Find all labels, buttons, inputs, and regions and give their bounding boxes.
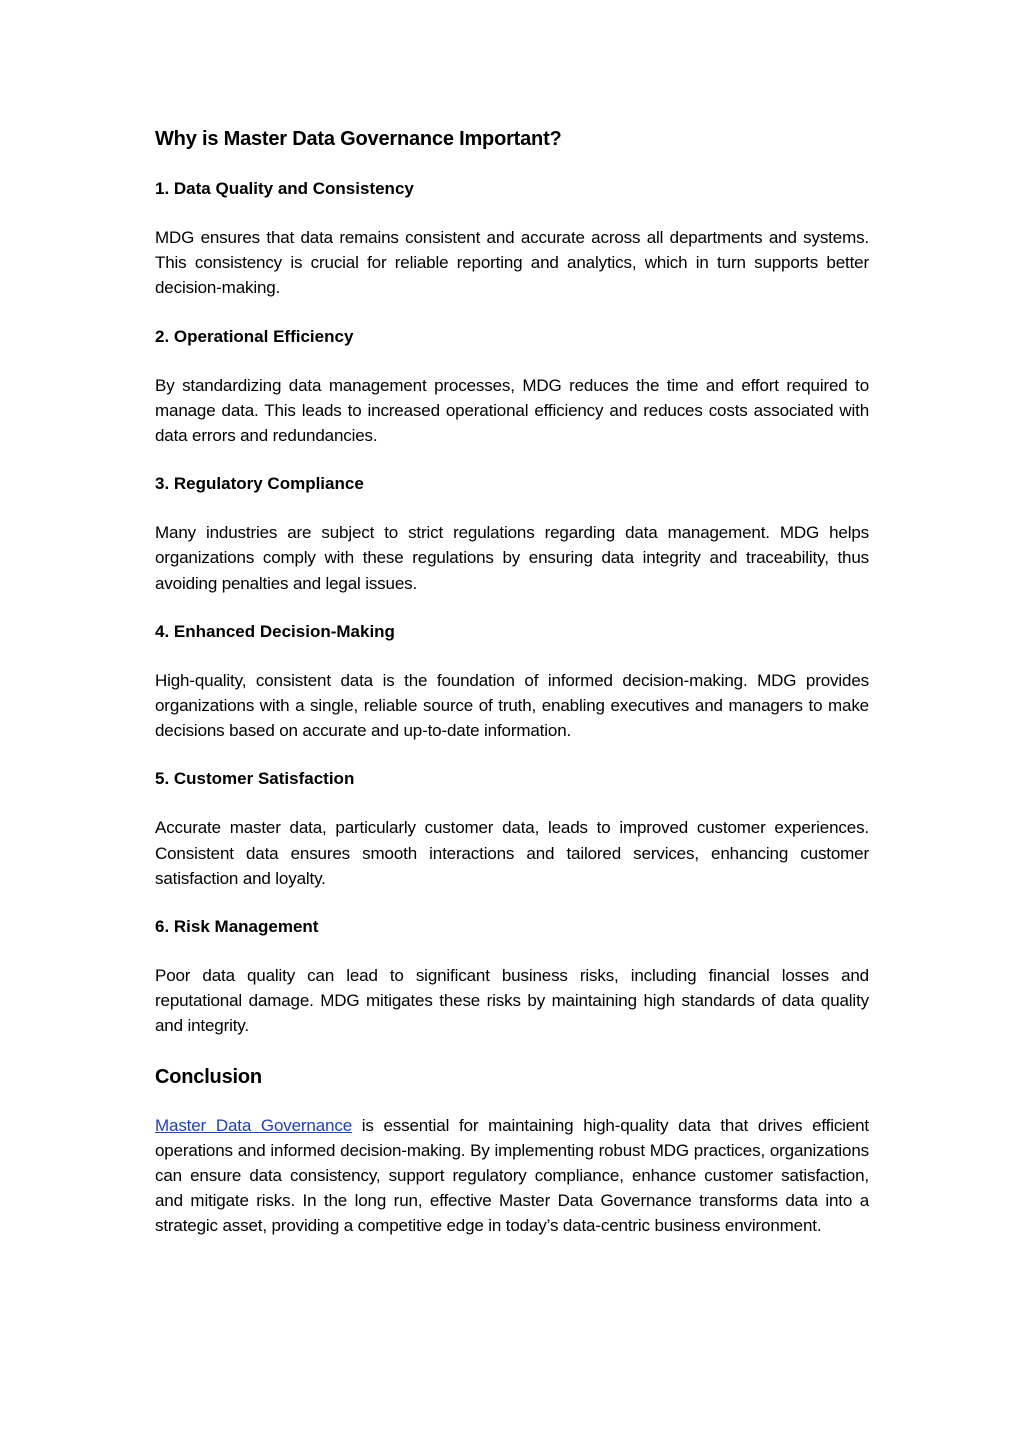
section-heading: 5. Customer Satisfaction: [155, 769, 355, 789]
section-data-quality: [155, 176, 869, 301]
section-heading: 1. Data Quality and Consistency: [155, 179, 414, 198]
section-heading: 6. Risk Management: [155, 917, 319, 937]
section-body: MDG ensures that data remains consistent and accurate across all departments and systems. This consistency is crucial for reliable reporting and analytics, which in turn supports better decision-making.: [155, 228, 869, 298]
master-data-governance-link[interactable]: Master Data Governance: [155, 1115, 352, 1135]
section-body: By standardizing data management processes, MDG reduces the time and effort required to manage data. This leads to increased operational efficiency and reduces costs associated with data errors and redundancies.: [155, 375, 869, 446]
section-risk-management: [155, 914, 869, 1039]
section-customer-satisfaction: [155, 766, 869, 891]
section-body: Poor data quality can lead to significant business risks, including financial losses and reputational damage. MDG mitigates these risks by maintaining high standards of data quality and integrity.: [155, 966, 869, 1036]
conclusion-text: is essential for maintaining high-quality data that drives efficient operations and informed decision-making. By implementing robust MDG practices, organizations can ensure data consistency, support regulatory compliance, enhance customer satisfaction, and mitigate risks. In the long run, effective Master Data Governance transforms data into a strategic asset, providing a competitive edge in today’s data-centric business environment.: [155, 1115, 869, 1236]
page-title: Why is Master Data Governance Important?: [155, 128, 562, 150]
section-body: Many industries are subject to strict regulations regarding data management. MDG helps organizations comply with these regulations by ensuring data integrity and traceability, thus avoiding penalties and legal issues.: [155, 523, 869, 593]
section-heading: 4. Enhanced Decision-Making: [155, 621, 395, 641]
section-operational-efficiency: [155, 324, 869, 449]
section-regulatory-compliance: [155, 471, 869, 596]
document-page: [155, 124, 869, 1239]
section-conclusion: [155, 1062, 869, 1239]
section-decision-making: [155, 619, 869, 744]
section-body: Accurate master data, particularly customer data, leads to improved customer experiences. Consistent data ensures smooth interactions and tailored services, enhancing customer satisfaction and loyalty.: [155, 818, 869, 888]
section-heading: 2. Operational Efficiency: [155, 326, 354, 346]
section-heading: 3. Regulatory Compliance: [155, 474, 364, 494]
conclusion-body: [155, 1113, 869, 1239]
section-body: High-quality, consistent data is the foundation of informed decision-making. MDG provides organizations with a single, reliable source of truth, enabling executives and managers to make decisions based on accurate and up-to-date information.: [155, 670, 869, 741]
conclusion-heading: Conclusion: [155, 1065, 262, 1088]
